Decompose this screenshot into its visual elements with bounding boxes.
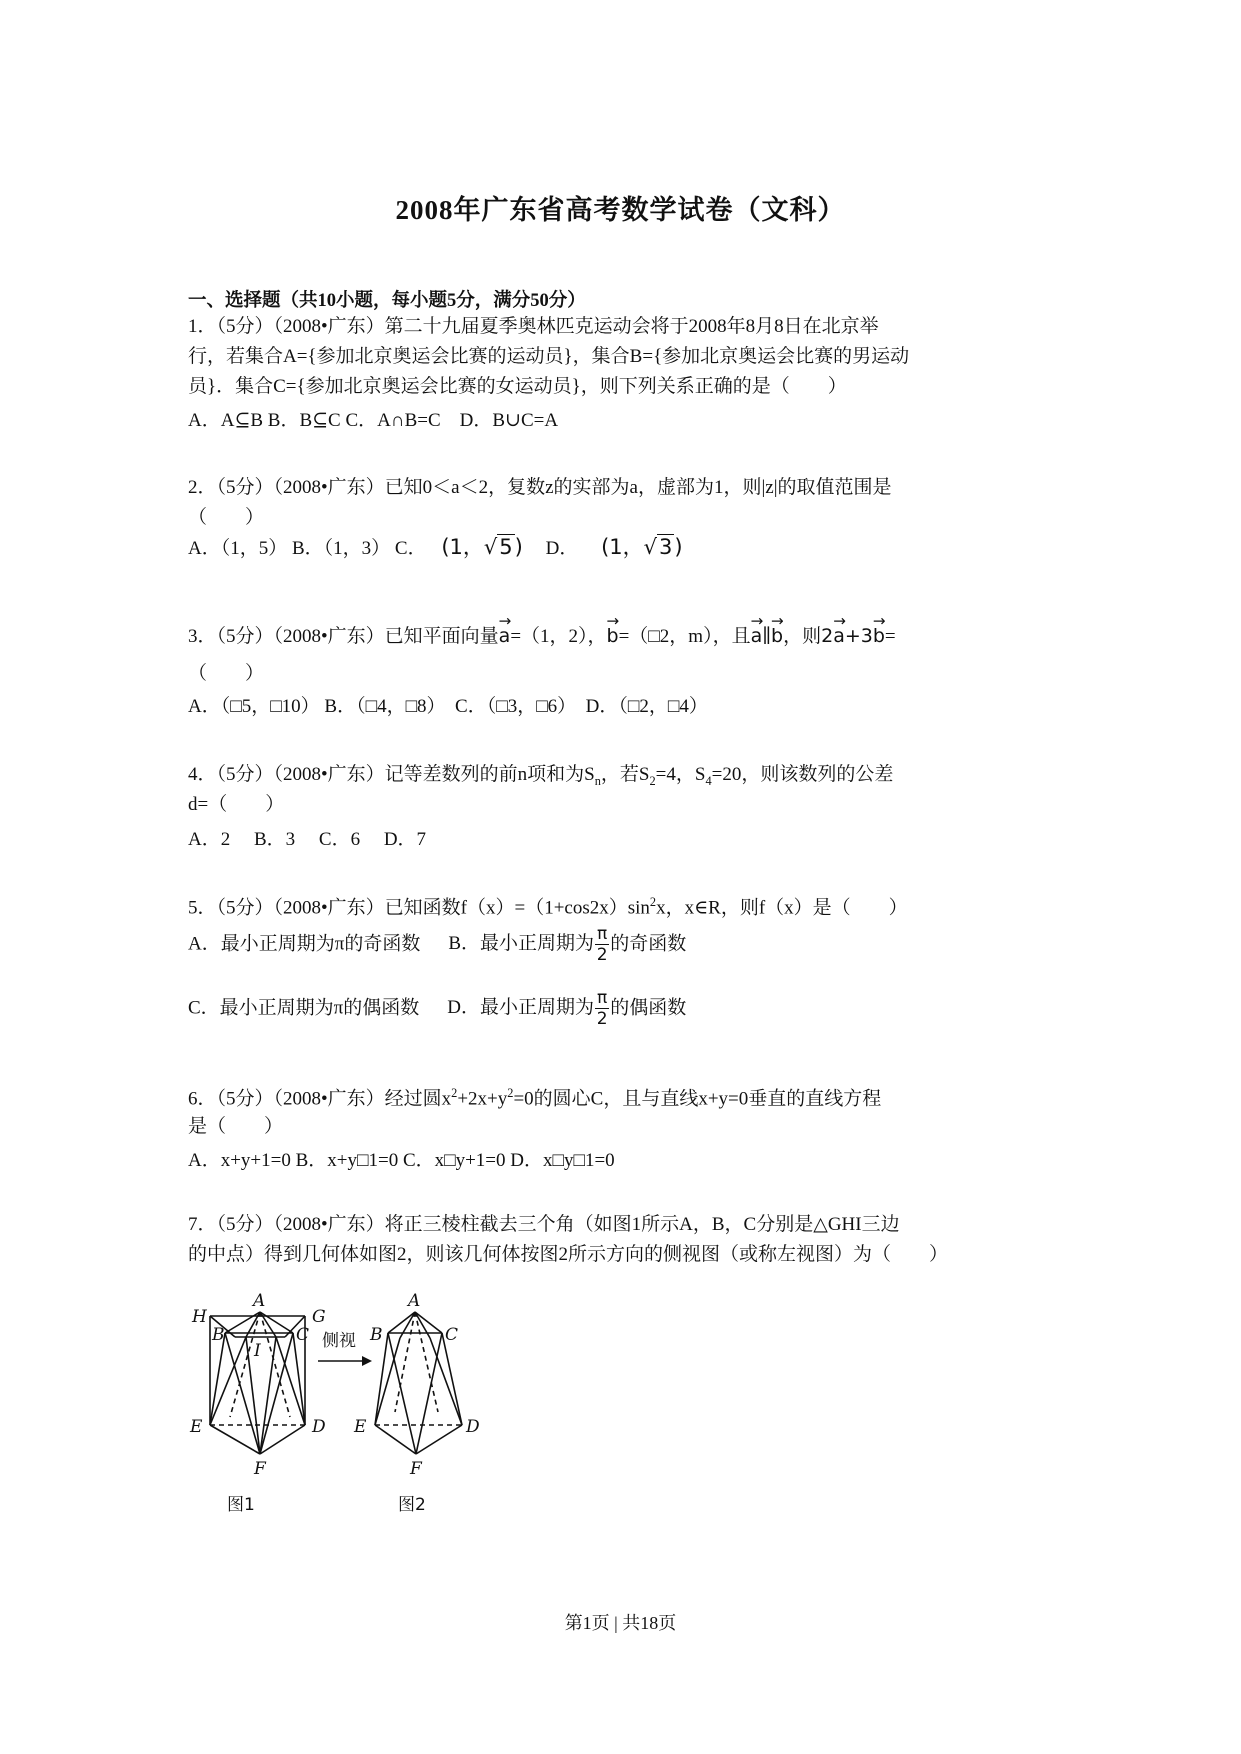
label-F: F: [254, 1459, 266, 1479]
label-B: B: [212, 1325, 225, 1345]
frac-den: 2: [596, 1009, 608, 1029]
label-C-2: C: [445, 1325, 459, 1345]
q4-p3: =4，S: [655, 764, 706, 785]
q5-option-d-pre: D．最小正周期为: [447, 997, 595, 1019]
sqrt-5: √5: [483, 535, 513, 559]
vector-b-expr: → b: [873, 625, 885, 648]
q6-p1: 6．（5分）（2008•广东）经过圆x: [188, 1088, 452, 1110]
q2-option-d-value: [601, 535, 683, 559]
q4-p2: ，若S: [600, 764, 650, 785]
figure-2-caption: 图2: [398, 1495, 426, 1515]
q4-p1: 4．（5分）（2008•广东）记等差数列的前n项和为S: [188, 764, 595, 785]
q2-c-open: (1，: [441, 535, 484, 559]
q3-prefix: 3．（5分）（2008•广东）已知平面向量: [188, 626, 499, 647]
label-A: A: [253, 1292, 266, 1311]
label-F-2: F: [410, 1459, 422, 1479]
q6-sup-2: 2: [507, 1086, 514, 1100]
label-D: D: [312, 1417, 326, 1437]
q6-line-2: 是（ ）: [188, 1116, 284, 1137]
q3-plus-3: +3: [844, 625, 873, 647]
q4-sub-4: 4: [705, 773, 712, 788]
arrow-head-icon: [362, 1356, 372, 1366]
frac-num: π: [597, 988, 608, 1008]
page-footer: 第1页 | 共18页: [564, 1613, 677, 1633]
q3-b-value: =（□2，m），且: [618, 626, 751, 647]
q3-a-value: =（1，2），: [510, 626, 607, 647]
vector-a: → a: [499, 625, 511, 648]
q2-line-1: 2．（5分）（2008•广东）已知0＜a＜2，复数z的实部为a，虚部为1，则|z|的取值范围是: [188, 477, 892, 498]
q3-options: A．（□5，□10） B．（□4，□8） C．（□3，□6） D．（□2，□4）: [188, 696, 708, 717]
q2-options-ab: A．（1，5） B．（1，3） C．: [188, 538, 427, 559]
q5-line-1: [188, 895, 908, 920]
q2-options: [188, 535, 683, 561]
q7-line-1: 7．（5分）（2008•广东）将正三棱柱截去三个角（如图1所示A，B，C分别是△GHI三边: [188, 1214, 900, 1235]
q2-d-open: (1，: [601, 535, 644, 559]
q3-line-1: [188, 625, 896, 649]
sqrt-3-radicand: 3: [659, 535, 673, 559]
q5-p1: 5．（5分）（2008•广东）已知函数f（x）=（1+cos2x）sin: [188, 897, 650, 919]
q2-option-c-value: [441, 535, 523, 559]
q5-p2: x，x∈R，则f（x）是（ ）: [656, 897, 908, 919]
q6-sup-1: 2: [451, 1086, 458, 1100]
q3-equals: =: [884, 626, 896, 647]
q5-option-d-post: 的偶函数: [610, 997, 687, 1019]
vector-a-parallel: → a: [751, 625, 763, 648]
q4-sub-2: 2: [649, 773, 656, 788]
q4-line-1: [188, 764, 893, 789]
q5-options-ab: [188, 926, 686, 964]
q2-c-close: ): [514, 535, 523, 559]
q5-option-b-pre: B．最小正周期为: [448, 933, 595, 955]
fraction-pi-over-2: [595, 926, 609, 964]
section-heading: 一、选择题（共10小题，每小题5分，满分50分）: [188, 291, 586, 311]
q5-sup-2: 2: [649, 895, 657, 909]
q6-line-1: [188, 1086, 881, 1111]
frac-num: π: [597, 924, 608, 944]
q4-p4: =20，则该数列的公差: [711, 764, 894, 785]
q5-option-c: C．最小正周期为π的偶函数: [188, 997, 420, 1019]
q1-line-2: 行，若集合A={参加北京奥运会比赛的运动员}，集合B={参加北京奥运会比赛的男运动: [188, 346, 910, 367]
q4-sub-n: n: [594, 773, 601, 788]
label-G: G: [312, 1307, 326, 1327]
vector-b: → b: [607, 625, 619, 648]
frac-den: 2: [596, 945, 608, 965]
label-D-2: D: [466, 1417, 480, 1437]
page-title: 2008年广东省高考数学试卷（文科）: [395, 195, 846, 225]
q7-line-2: 的中点）得到几何体如图2，则该几何体按图2所示方向的侧视图（或称左视图）为（ ）: [188, 1244, 949, 1265]
q1-options: A．A⊆B B．B⊆C C．A∩B=C D．B∪C=A: [188, 410, 559, 431]
q6-options: A．x+y+1=0 B．x+y□1=0 C．x□y+1=0 D．x□y□1=0: [188, 1150, 615, 1171]
q1-line-3: 员}．集合C={参加北京奥运会比赛的女运动员}，则下列关系正确的是（ ）: [188, 376, 847, 397]
sqrt-5-radicand: 5: [499, 535, 513, 559]
q3-then: ，则: [783, 626, 822, 647]
vector-b-parallel: → b: [771, 625, 783, 648]
label-C: C: [296, 1325, 310, 1345]
q2-d-close: ): [674, 535, 683, 559]
q1-line-1: 1．（5分）（2008•广东）第二十九届夏季奥林匹克运动会将于2008年8月8日在北京举: [188, 316, 879, 337]
q5-option-b-post: 的奇函数: [610, 933, 687, 955]
parallel-symbol: ∥: [762, 626, 772, 647]
q3-coef-2: 2: [821, 625, 834, 647]
q6-p2: +2x+y: [457, 1088, 508, 1110]
label-A-2: A: [408, 1292, 421, 1311]
vector-a-expr: → a: [833, 625, 845, 648]
label-E: E: [190, 1417, 203, 1437]
label-I: I: [254, 1341, 261, 1361]
label-B-2: B: [370, 1325, 383, 1345]
label-E-2: E: [354, 1417, 367, 1437]
geometry-figure: [180, 1292, 560, 1522]
q2-option-d-label: D．: [545, 538, 579, 559]
arrow-label: 侧视: [322, 1331, 356, 1351]
q5-option-a: A．最小正周期为π的奇函数: [188, 933, 421, 955]
q4-options: A．2 B．3 C．6 D．7: [188, 829, 427, 850]
q6-p3: =0的圆心C，且与直线x+y=0垂直的直线方程: [513, 1088, 882, 1110]
figure-1-caption: 图1: [227, 1495, 255, 1515]
sqrt-3: √3: [643, 535, 673, 559]
label-H: H: [192, 1307, 207, 1327]
q5-options-cd: [188, 990, 686, 1028]
q3-line-2: （ ）: [188, 663, 265, 684]
q2-line-2: （ ）: [188, 507, 265, 528]
fraction-pi-over-2: [595, 990, 609, 1028]
q4-line-2: d=（ ）: [188, 794, 285, 815]
